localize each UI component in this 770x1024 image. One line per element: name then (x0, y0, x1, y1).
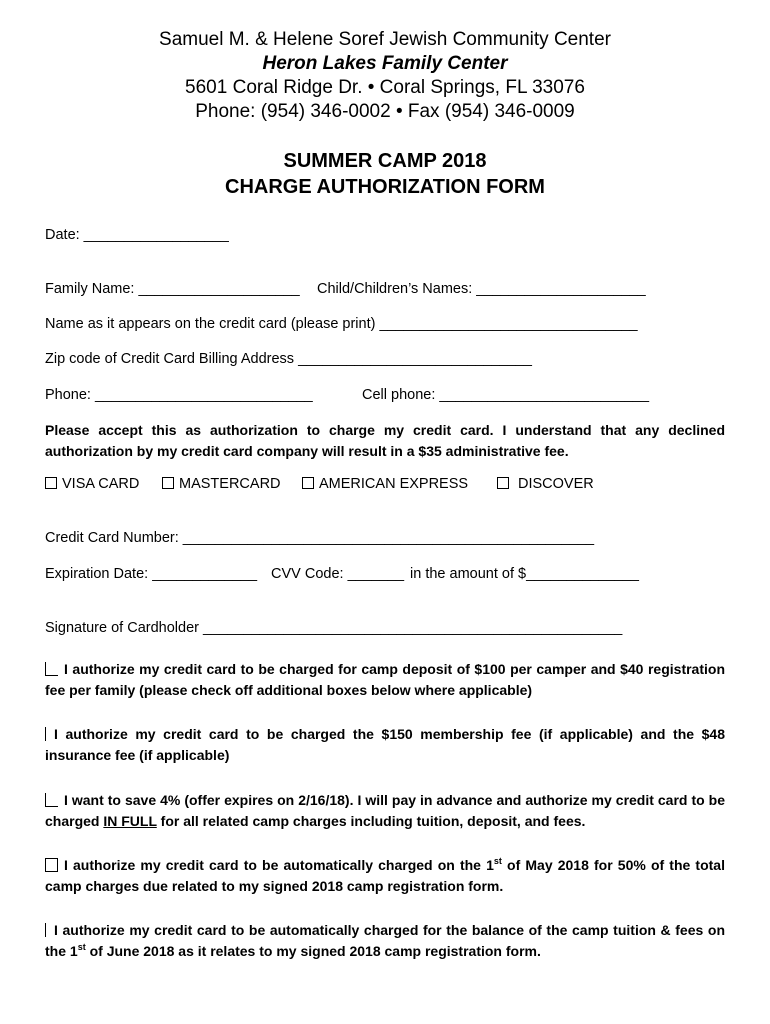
amex-label: AMERICAN EXPRESS (319, 476, 469, 492)
option-may-sup: st (493, 856, 502, 866)
address: 5601 Coral Ridge Dr. • Coral Springs, FL 33076 (185, 77, 585, 98)
option-full-text-post: for all related camp charges including tuition, deposit, and fees. (156, 813, 586, 829)
discover-option[interactable] (497, 475, 594, 493)
option-june-sup: st (77, 942, 86, 952)
card-number-field[interactable]: Credit Card Number: ___________________________________________________ (45, 530, 595, 546)
option-full-emphasis: IN FULL (103, 813, 157, 829)
authorization-notice: Please accept this as authorization to charge my credit card. I understand that any declined authorization by my credit card company will result in a $35 administrative fee. (45, 422, 725, 459)
mastercard-label: MASTERCARD (179, 476, 281, 492)
checkbox-icon[interactable] (45, 858, 58, 872)
option-june-charge[interactable] (45, 920, 725, 962)
visa-label: VISA CARD (62, 476, 140, 492)
option-full-text-pre: I want to save 4% (offer expires on 2/16/18). I will pay in advance and authorize my credit card to be charged (45, 792, 725, 829)
amount-field[interactable]: in the amount of $______________ (410, 566, 639, 582)
form-title-line2: CHARGE AUTHORIZATION FORM (225, 176, 545, 198)
option-may-text-post: of May 2018 for 50% of the total camp charges due related to my signed 2018 camp registration form. (45, 857, 725, 894)
option-may-charge[interactable] (45, 855, 725, 897)
center-name: Heron Lakes Family Center (262, 53, 508, 74)
option-june-text-pre: I authorize my credit card to be automatically charged for the balance of the camp tuition & fees on the 1 (45, 922, 725, 959)
checkbox-icon[interactable] (497, 477, 509, 489)
phone-fax: Phone: (954) 346-0002 • Fax (954) 346-0009 (195, 101, 575, 122)
org-name: Samuel M. & Helene Soref Jewish Community Center (159, 29, 611, 50)
option-membership[interactable] (45, 724, 725, 766)
checkbox-icon[interactable] (45, 923, 48, 937)
zip-code-field[interactable]: Zip code of Credit Card Billing Address _____________________________ (45, 351, 532, 367)
checkbox-icon[interactable] (162, 477, 174, 489)
cell-phone-field[interactable]: Cell phone: __________________________ (362, 387, 650, 403)
option-pay-in-full[interactable] (45, 790, 725, 832)
discover-label: DISCOVER (518, 476, 594, 492)
option-deposit[interactable] (45, 659, 725, 701)
checkbox-icon[interactable] (45, 662, 58, 676)
form-title-line1: SUMMER CAMP 2018 (283, 150, 487, 172)
option-june-text-post: of June 2018 as it relates to my signed 2018 camp registration form. (85, 943, 541, 959)
option-deposit-text: I authorize my credit card to be charged for camp deposit of $100 per camper and $40 registration fee per family (please check off additional boxes below where applicable) (45, 661, 725, 698)
family-name-field[interactable]: Family Name: ____________________ (45, 281, 300, 297)
visa-option[interactable] (45, 475, 139, 493)
mastercard-option[interactable] (162, 475, 281, 493)
phone-field[interactable]: Phone: ___________________________ (45, 387, 313, 403)
checkbox-icon[interactable] (302, 477, 314, 489)
option-may-text-pre: I authorize my credit card to be automatically charged on the 1 (64, 857, 494, 873)
cvv-field[interactable]: CVV Code: _______ (271, 566, 405, 582)
name-on-card-field[interactable]: Name as it appears on the credit card (please print) ________________________________ (45, 316, 638, 332)
checkbox-icon[interactable] (45, 727, 48, 741)
children-names-field[interactable]: Child/Children’s Names: _____________________ (317, 281, 646, 297)
option-membership-text: I authorize my credit card to be charged the $150 membership fee (if applicable) and the $48 insurance fee (if applicable) (45, 726, 725, 763)
signature-field[interactable]: Signature of Cardholder ____________________________________________________ (45, 620, 623, 636)
amex-option[interactable] (302, 475, 468, 493)
checkbox-icon[interactable] (45, 793, 58, 807)
date-field[interactable]: Date: __________________ (45, 227, 229, 243)
checkbox-icon[interactable] (45, 477, 57, 489)
expiration-field[interactable]: Expiration Date: _____________ (45, 566, 258, 582)
